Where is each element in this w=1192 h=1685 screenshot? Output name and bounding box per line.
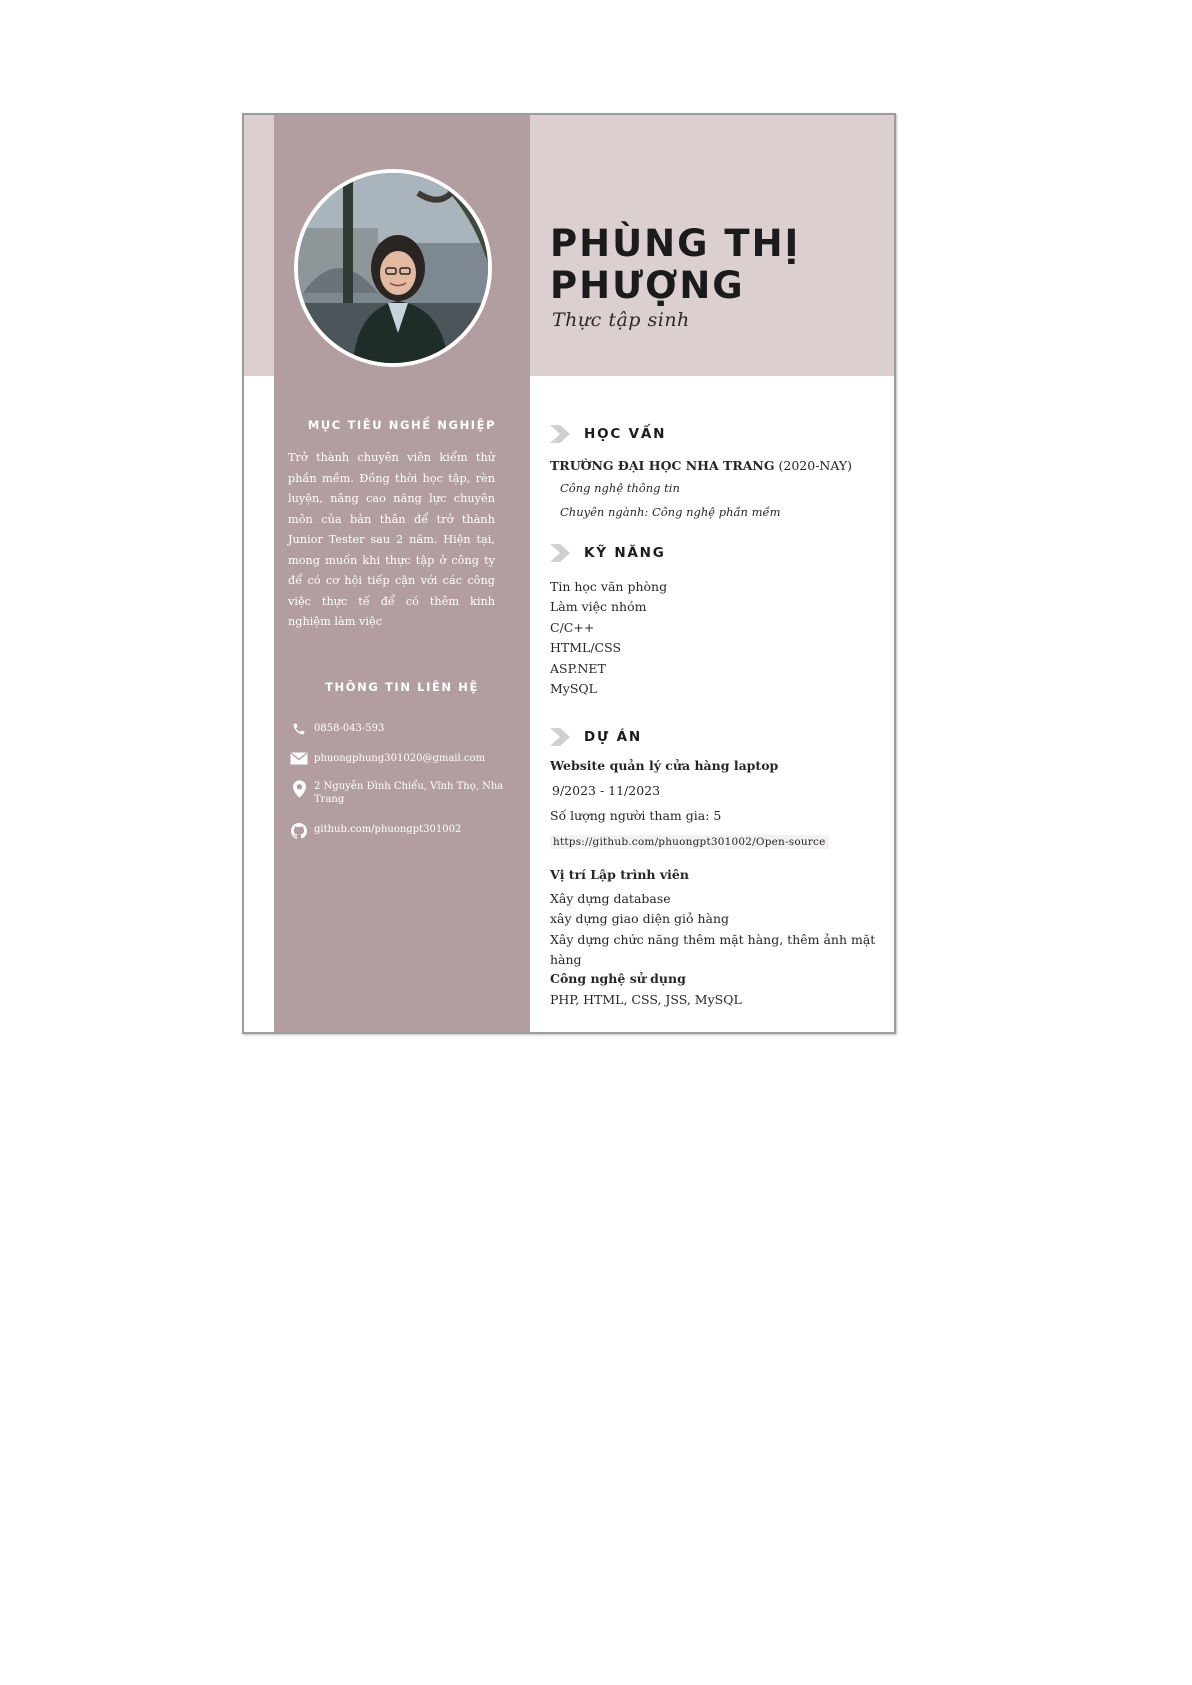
email-address[interactable]: phuongphung301020@gmail.com [314,753,485,764]
task-item: Xây dựng chức năng thêm mặt hàng, thêm ảnh mặt hàng [550,931,876,968]
project-position: Vị trí Lập trình viên [550,867,689,882]
name-line-2: PHƯỢNG [550,264,745,307]
project-members: Số lượng người tham gia: 5 [550,808,722,823]
task-item: xây dựng giao diện giỏ hàng [550,911,730,927]
school-period: (2020-NAY) [778,458,853,473]
objective-heading: MỤC TIÊU NGHỀ NGHIỆP [307,418,497,432]
skills-list [550,577,667,699]
objective-text: Trở thành chuyên viên kiểm thử phần mềm. Đồng thời học tập, rèn luyện, nâng cao năng lực chuyên môn của bản thân để trở thành Junior Tester sau 2 năm. Hiện tại, mong muốn khi thực tập ở công ty để có cơ hội tiếp cận với các công việc thực tế để có thêm kinh nghiệm làm việc [288,451,495,628]
github-icon [288,823,310,839]
skill-item: ASP.NET [550,660,606,676]
home-address: 2 Nguyễn Đình Chiểu, Vĩnh Thọ, Nha Trang [314,781,504,805]
contact-github [288,823,504,839]
projects-heading [550,728,642,746]
chevron-right-icon [550,425,570,443]
education-title: HỌC VẤN [584,426,667,442]
chevron-right-icon [550,728,570,746]
skill-item: Làm việc nhóm [550,599,647,615]
projects-title: DỰ ÁN [584,729,642,745]
project-period: 9/2023 - 11/2023 [552,783,661,798]
major: Chuyên ngành: Công nghệ phần mềm [560,505,781,519]
profile-photo [294,169,492,367]
name-line-1: PHÙNG THỊ [550,222,801,265]
contact-heading: THÔNG TIN LIÊN HỆ [325,680,479,694]
skill-item: Tin học văn phòng [550,579,668,594]
profile-photo-image [298,173,488,363]
task-item: Xây dựng database [550,891,671,906]
chevron-right-icon [550,544,570,562]
contact-address [288,780,504,806]
school-name: TRƯỜNG ĐẠI HỌC NHA TRANG [550,458,775,473]
contact-phone [288,722,504,736]
contact-email [288,752,504,765]
skills-heading [550,544,666,562]
faculty: Công nghệ thông tin [560,481,680,495]
skills-title: KỸ NĂNG [584,545,666,561]
location-icon [288,780,310,798]
full-name [550,223,890,307]
phone-icon [288,722,310,736]
tech-stack: PHP, HTML, CSS, JSS, MySQL [550,992,742,1007]
skill-item: C/C++ [550,619,595,635]
project-name: Website quản lý cửa hàng laptop [550,758,779,773]
project-tasks [550,889,880,971]
job-title: Thực tập sinh [552,309,690,331]
education-school-line [550,458,852,473]
project-repo-link[interactable]: https://github.com/phuongpt301002/Open-source [550,835,829,849]
education-heading [550,425,666,443]
cv-page [242,113,896,1034]
skill-item: HTML/CSS [550,640,622,656]
mail-icon [288,752,310,765]
phone-number: 0858-043-593 [314,723,385,734]
skill-item: MySQL [550,681,597,697]
tech-heading: Công nghệ sử dụng [550,971,686,986]
github-handle[interactable]: github.com/phuongpt301002 [314,824,462,835]
